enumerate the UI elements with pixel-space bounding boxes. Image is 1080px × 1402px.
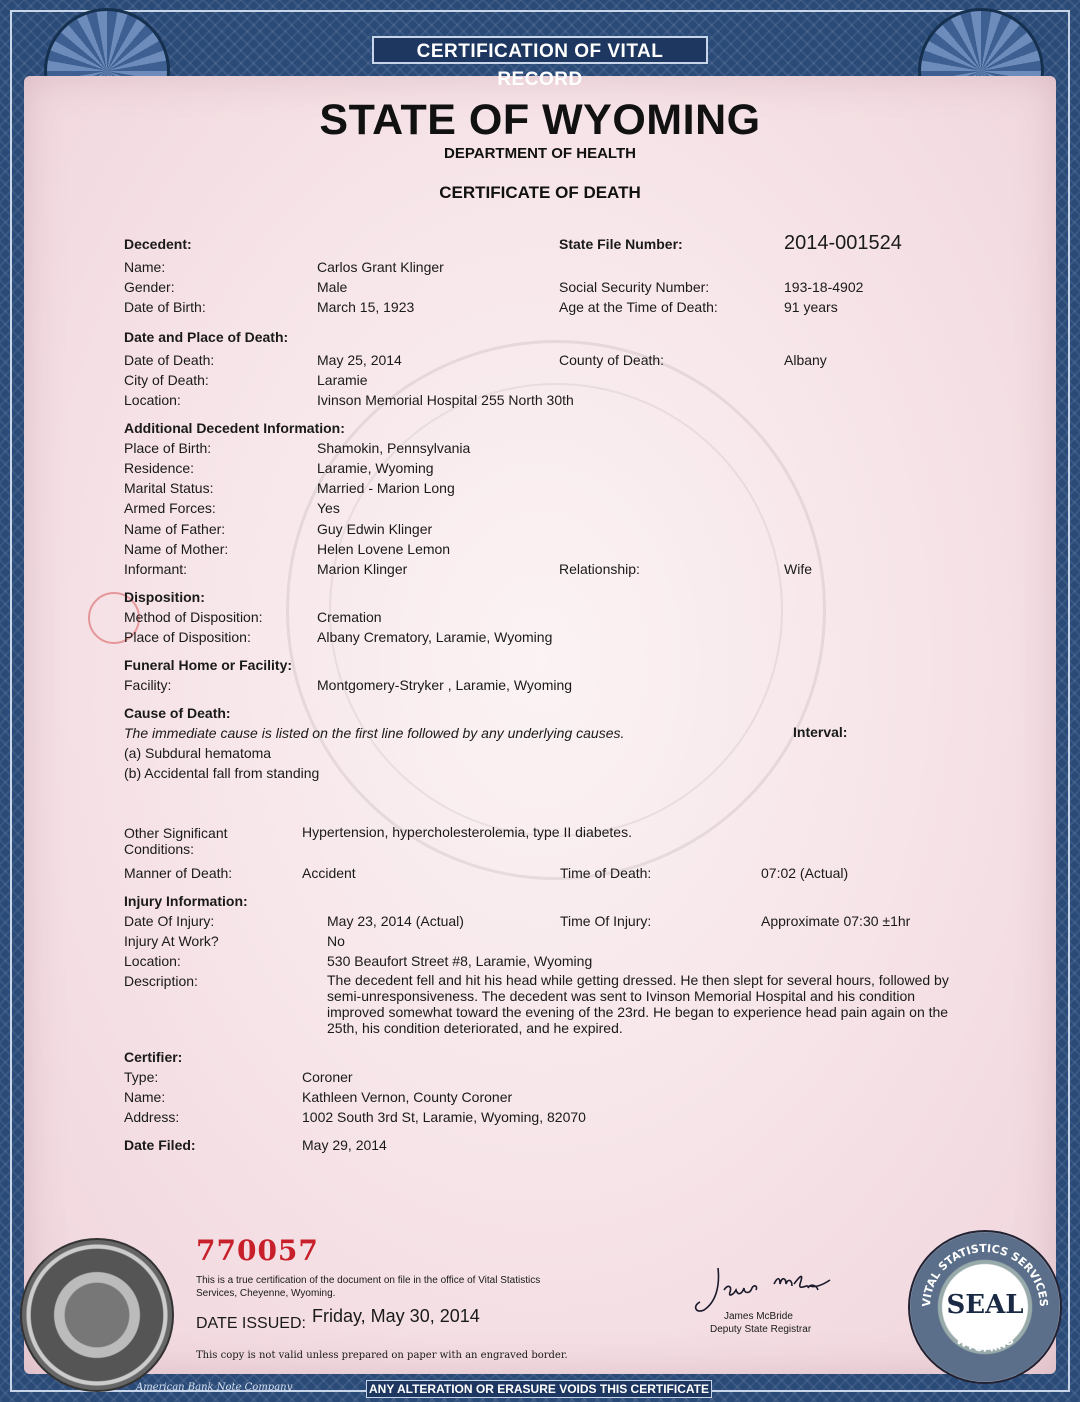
death-place-heading: Date and Place of Death: <box>124 329 289 345</box>
state-title: STATE OF WYOMING <box>319 96 761 144</box>
decedent-heading: Decedent: <box>124 236 192 252</box>
marital-value: Married - Marion Long <box>317 480 455 496</box>
birthplace-value: Shamokin, Pennsylvania <box>317 440 471 456</box>
location-value: Ivinson Memorial Hospital 255 North 30th <box>317 392 574 408</box>
registrar-title: Deputy State Registrar <box>710 1324 812 1335</box>
injury-work-label: Injury At Work? <box>124 933 219 949</box>
facility-value: Montgomery-Stryker , Laramie, Wyoming <box>317 677 573 693</box>
svg-text:WYOMING <box>954 1334 1016 1355</box>
disposition-place-value: Albany Crematory, Laramie, Wyoming <box>317 629 553 645</box>
injury-location-label: Location: <box>124 953 181 969</box>
true-certification-text: This is a true certification of the document on file in the office of Vital Statistics Services, Cheyenne, Wyoming. <box>196 1275 541 1299</box>
county-value: Albany <box>784 352 827 368</box>
manner-label: Manner of Death: <box>124 865 233 881</box>
state-seal-icon <box>20 1238 174 1392</box>
relationship-value: Wife <box>784 561 812 577</box>
residence-label: Residence: <box>124 460 195 476</box>
county-label: County of Death: <box>559 352 665 368</box>
informant-label: Informant: <box>124 561 188 577</box>
location-label: Location: <box>124 392 181 408</box>
method-value: Cremation <box>317 609 382 625</box>
decedent-name: Carlos Grant Klinger <box>317 259 444 275</box>
validity-note: This copy is not valid unless prepared on paper with an engraved border. <box>196 1350 568 1361</box>
facility-label: Facility: <box>124 677 172 693</box>
certifier-heading: Certifier: <box>124 1049 183 1065</box>
marital-label: Marital Status: <box>124 480 214 496</box>
date-issued-value: Friday, May 30, 2014 <box>312 1306 480 1326</box>
relationship-label: Relationship: <box>559 561 640 577</box>
time-of-death-value: 07:02 (Actual) <box>761 865 849 881</box>
department-title: DEPARTMENT OF HEALTH <box>444 145 636 162</box>
banner-bottom: ANY ALTERATION OR ERASURE VOIDS THIS CERTIFICATE <box>366 1380 712 1398</box>
seal-ring-top-text: VITAL STATISTICS SERVICES <box>919 1241 1051 1308</box>
certifier-type-label: Type: <box>124 1069 159 1085</box>
manner-value: Accident <box>302 865 356 881</box>
injury-time-label: Time Of Injury: <box>560 913 652 929</box>
other-conditions-value: Hypertension, hypercholesterolemia, type II diabetes. <box>302 824 632 840</box>
certifier-address-value: 1002 South 3rd St, Laramie, Wyoming, 82070 <box>302 1109 586 1125</box>
father-value: Guy Edwin Klinger <box>317 521 433 537</box>
death-date-value: May 25, 2014 <box>317 352 402 368</box>
injury-date-label: Date Of Injury: <box>124 913 215 929</box>
birthplace-label: Place of Birth: <box>124 440 212 456</box>
residence-value: Laramie, Wyoming <box>317 460 434 476</box>
ssn-label: Social Security Number: <box>559 279 710 295</box>
father-label: Name of Father: <box>124 521 226 537</box>
informant-value: Marion Klinger <box>317 561 408 577</box>
injury-work-value: No <box>327 933 345 949</box>
date-issued-label: DATE ISSUED: <box>196 1315 306 1332</box>
vital-statistics-seal-icon <box>908 1230 1062 1384</box>
certifier-address-label: Address: <box>124 1109 180 1125</box>
cause-line-b: (b) Accidental fall from standing <box>124 765 320 781</box>
dob-label: Date of Birth: <box>124 299 206 315</box>
funeral-heading: Funeral Home or Facility: <box>124 657 293 673</box>
mother-value: Helen Lovene Lemon <box>317 541 451 557</box>
ssn-value: 193-18-4902 <box>784 279 864 295</box>
additional-heading: Additional Decedent Information: <box>124 420 345 436</box>
injury-heading: Injury Information: <box>124 893 248 909</box>
name-label: Name: <box>124 259 166 275</box>
injury-description-value: The decedent fell and hit his head while getting dressed. He then slept for several hours, followed by semi-unresponsiveness. The decedent was sent to Ivinson Memorial Hospital and his condition improved somewhat toward the evening of the 23rd. He began to experience head pain again on the 25th, his condition deteriorated, and he expired. <box>327 972 949 1036</box>
other-conditions-label-2: Conditions: <box>124 841 195 857</box>
state-file-number: 2014-001524 <box>784 232 902 254</box>
registrar-signature-icon <box>690 1262 840 1318</box>
dob-value: March 15, 1923 <box>317 299 415 315</box>
seal-center-text: SEAL <box>946 1290 1024 1320</box>
city-value: Laramie <box>317 372 368 388</box>
interval-label: Interval: <box>793 724 848 740</box>
time-of-death-label: Time of Death: <box>560 865 652 881</box>
bank-note-imprint: American Bank Note Company <box>136 1382 293 1393</box>
method-label: Method of Disposition: <box>124 609 263 625</box>
other-conditions-label-1: Other Significant <box>124 825 228 841</box>
seal-ring-bottom-text: WYOMING <box>954 1333 1016 1355</box>
disposition-heading: Disposition: <box>124 589 205 605</box>
date-filed-value: May 29, 2014 <box>302 1137 387 1153</box>
injury-description-label: Description: <box>124 973 198 989</box>
cause-line-a: (a) Subdural hematoma <box>124 745 272 761</box>
date-filed-label: Date Filed: <box>124 1137 196 1153</box>
certifier-name-label: Name: <box>124 1089 166 1105</box>
age-label: Age at the Time of Death: <box>559 299 718 315</box>
injury-date-value: May 23, 2014 (Actual) <box>327 913 464 929</box>
certificate-type: CERTIFICATE OF DEATH <box>439 183 641 202</box>
injury-location-value: 530 Beaufort Street #8, Laramie, Wyoming <box>327 953 593 969</box>
cause-note: The immediate cause is listed on the first line followed by any underlying causes. <box>124 725 625 741</box>
registrar-name: James McBride <box>724 1311 793 1322</box>
age-value: 91 years <box>784 299 838 315</box>
banner-top: CERTIFICATION OF VITAL RECORD <box>372 36 708 64</box>
armed-value: Yes <box>317 500 340 516</box>
mother-label: Name of Mother: <box>124 541 229 557</box>
disposition-place-label: Place of Disposition: <box>124 629 251 645</box>
certifier-type-value: Coroner <box>302 1069 353 1085</box>
certifier-name-value: Kathleen Vernon, County Coroner <box>302 1089 513 1105</box>
state-file-label: State File Number: <box>559 236 683 252</box>
injury-time-value: Approximate 07:30 ±1hr <box>761 913 911 929</box>
city-label: City of Death: <box>124 372 209 388</box>
cause-heading: Cause of Death: <box>124 705 231 721</box>
gender-value: Male <box>317 279 348 295</box>
gender-label: Gender: <box>124 279 175 295</box>
armed-label: Armed Forces: <box>124 500 216 516</box>
death-date-label: Date of Death: <box>124 352 215 368</box>
serial-number: 770057 <box>196 1234 319 1267</box>
